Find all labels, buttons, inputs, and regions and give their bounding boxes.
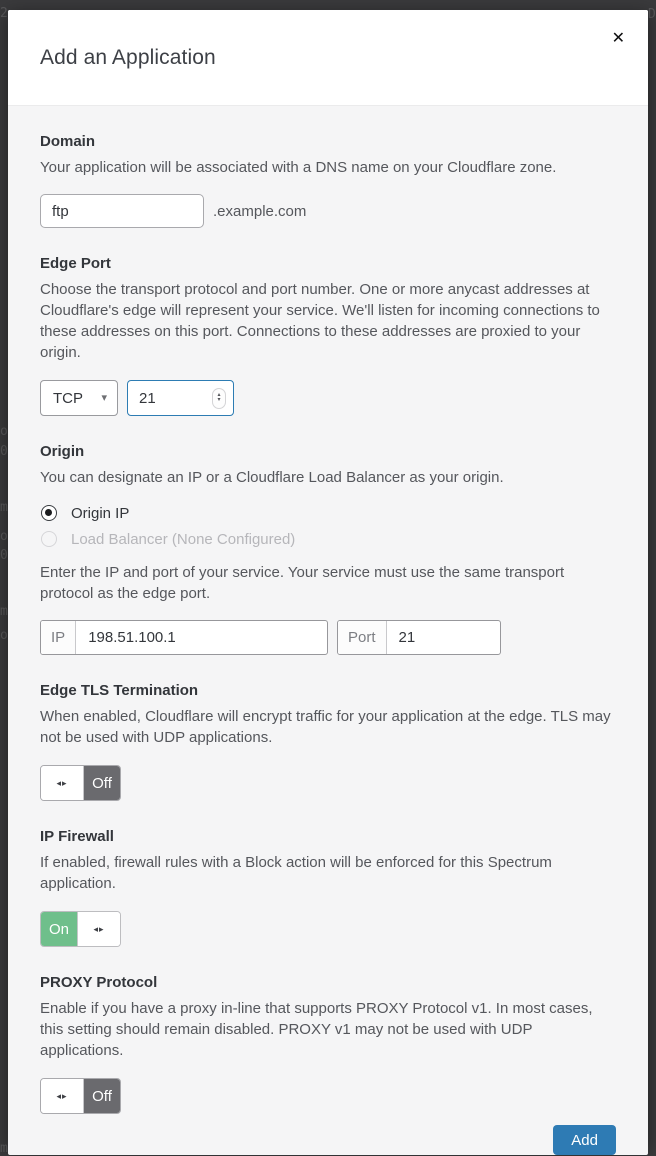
close-icon[interactable]: ✕: [611, 30, 625, 47]
edge-port-input[interactable]: [127, 380, 234, 416]
radio-origin-ip[interactable]: [40, 501, 616, 525]
backdrop-text-fragment: 0: [0, 548, 8, 563]
ip-prefix-label: IP: [41, 621, 76, 654]
backdrop-text-fragment: m: [0, 1141, 8, 1156]
radio-disabled-icon: [41, 531, 57, 547]
toggle-handle-icon[interactable]: ◂▸: [41, 766, 84, 800]
modal-header: [8, 10, 648, 106]
number-stepper[interactable]: [212, 388, 226, 409]
origin-ip-description: Enter the IP and port of your service. Your service must use the same transport protocol as the edge port.: [40, 564, 565, 602]
protocol-select-value: TCP: [53, 389, 83, 407]
backdrop-text-fragment: D: [648, 7, 656, 22]
chevron-down-icon: ▾: [101, 391, 107, 404]
port-prefix-label: Port: [338, 621, 387, 654]
modal-body: [8, 106, 648, 1155]
backdrop-text-fragment: o: [0, 424, 8, 439]
backdrop-text-fragment: o: [0, 529, 8, 544]
ip-firewall-toggle[interactable]: [40, 911, 121, 947]
domain-row: [40, 194, 616, 228]
origin-section-description: You can designate an IP or a Cloudflare Load Balancer as your origin.: [40, 469, 504, 486]
stepper-down-icon: ▾: [217, 397, 221, 403]
toggle-handle-icon[interactable]: ◂▸: [77, 912, 120, 946]
stepper-up-icon: ▴: [217, 392, 221, 398]
radio-origin-ip-label: Origin IP: [71, 504, 130, 522]
domain-section-label: Domain: [40, 133, 96, 150]
origin-section-label: Origin: [40, 443, 85, 460]
origin-radio-group: [40, 501, 616, 551]
backdrop-text-fragment: 2: [0, 6, 8, 21]
ip-firewall-section-label: IP Firewall: [40, 828, 114, 845]
radio-selected-icon[interactable]: [41, 505, 57, 521]
origin-port-input[interactable]: [337, 620, 501, 655]
proxy-protocol-section-label: PROXY Protocol: [40, 974, 158, 991]
origin-port-value: 21: [398, 629, 416, 646]
protocol-select[interactable]: [40, 380, 118, 416]
edge-tls-section-description: When enabled, Cloudflare will encrypt traffic for your application at the edge. TLS may not be used with UDP applications.: [40, 708, 611, 746]
origin-ip-port-row: [40, 620, 616, 655]
backdrop-text-fragment: o: [0, 628, 8, 643]
toggle-handle-icon[interactable]: ◂▸: [41, 1079, 84, 1113]
proxy-protocol-toggle-state: Off: [84, 1079, 120, 1113]
domain-input[interactable]: [40, 194, 204, 228]
edge-tls-section-label: Edge TLS Termination: [40, 682, 199, 699]
backdrop-text-fragment: m: [0, 604, 8, 619]
origin-ip-input[interactable]: [40, 620, 328, 655]
domain-suffix: .example.com: [213, 202, 307, 220]
proxy-protocol-section-description: Enable if you have a proxy in-line that supports PROXY Protocol v1. In most cases, this setting should remain disabled. PROXY v1 may not be used with UDP applications.: [40, 1000, 593, 1059]
ip-firewall-toggle-state: On: [41, 912, 77, 946]
edge-tls-toggle[interactable]: [40, 765, 121, 801]
radio-load-balancer: [40, 527, 616, 551]
modal-title: Add an Application: [40, 46, 216, 69]
add-application-modal: [8, 10, 648, 1147]
edge-port-value: 21: [139, 389, 156, 407]
edge-port-section-description: Choose the transport protocol and port number. One or more anycast addresses at Cloudflare's edge will represent your service. We'll listen for incoming connections to these addresses on this port. Connections to these addresses are proxied to your origin.: [40, 281, 600, 361]
domain-section-description: Your application will be associated with a DNS name on your Cloudflare zone.: [40, 159, 557, 176]
edge-port-section-label: Edge Port: [40, 255, 111, 272]
proxy-protocol-toggle[interactable]: [40, 1078, 121, 1114]
edge-tls-toggle-state: Off: [84, 766, 120, 800]
backdrop-text-fragment: m: [0, 500, 8, 515]
ip-value: 198.51.100.1: [88, 629, 176, 646]
backdrop-text-fragment: 0: [0, 444, 8, 459]
radio-load-balancer-label: Load Balancer (None Configured): [71, 530, 296, 548]
edge-port-row: [40, 380, 616, 416]
ip-firewall-section-description: If enabled, firewall rules with a Block action will be enforced for this Spectrum application.: [40, 854, 552, 892]
add-button[interactable]: Add: [553, 1125, 616, 1155]
modal-footer: [40, 1125, 616, 1155]
